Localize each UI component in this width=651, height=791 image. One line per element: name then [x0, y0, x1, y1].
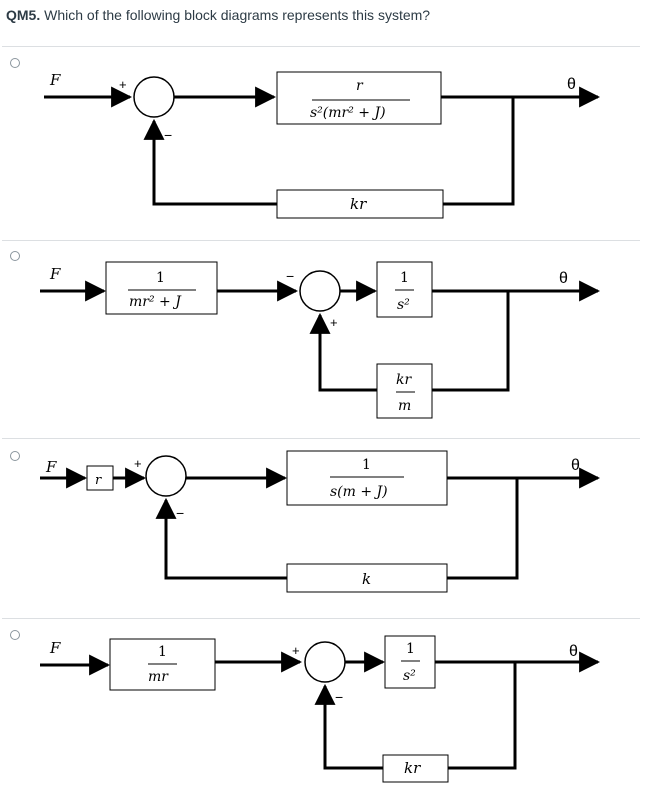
block-numerator: 1 [406, 641, 415, 657]
option-3-diagram [40, 451, 598, 592]
block-numerator: 1 [156, 270, 165, 286]
sum-sign-plus: + [292, 643, 300, 658]
sum-sign-minus: − [176, 505, 185, 521]
input-label: F [50, 71, 61, 89]
sum-sign-minus: − [286, 268, 295, 284]
feedback-label: k [362, 570, 372, 588]
sum-sign-plus: + [119, 77, 127, 92]
summing-junction [300, 271, 340, 311]
summing-junction [305, 642, 345, 682]
sum-sign-plus: + [134, 456, 142, 471]
feedback-label: kr [404, 759, 421, 777]
feedback-label: kr [350, 195, 367, 213]
option-4-diagram [40, 636, 598, 782]
block-denominator: s² [403, 668, 416, 684]
option-1-diagram [44, 72, 598, 218]
output-label: θ [567, 76, 576, 93]
pre-block-label: r [95, 473, 102, 488]
feedback-numerator: kr [396, 372, 412, 388]
block-numerator: 1 [400, 270, 409, 286]
block-denominator: s(m + J) [330, 484, 388, 500]
input-label: F [50, 639, 61, 657]
block-numerator: 1 [362, 457, 371, 473]
sum-sign-minus: − [164, 127, 173, 143]
summing-junction [146, 456, 186, 496]
question-body: Which of the following block diagrams represents this system? [40, 7, 431, 23]
summing-junction [134, 77, 174, 117]
block-numerator: 1 [158, 644, 167, 660]
output-label: θ [569, 643, 578, 660]
output-label: θ [559, 270, 568, 287]
feedback-denominator: m [398, 398, 412, 414]
block-denominator: s²(mr² + J) [310, 105, 386, 121]
sum-sign-minus: − [335, 689, 344, 705]
question-number: QM5. [6, 7, 41, 23]
output-label: θ [571, 457, 580, 474]
input-label: F [46, 458, 57, 476]
option-2-diagram [40, 262, 598, 418]
block-numerator: r [356, 78, 363, 94]
input-label: F [50, 265, 61, 283]
block-denominator: s² [397, 297, 410, 313]
sum-sign-plus: + [330, 315, 338, 330]
block-denominator: mr² + J [129, 294, 181, 310]
block-denominator: mr [148, 669, 168, 685]
